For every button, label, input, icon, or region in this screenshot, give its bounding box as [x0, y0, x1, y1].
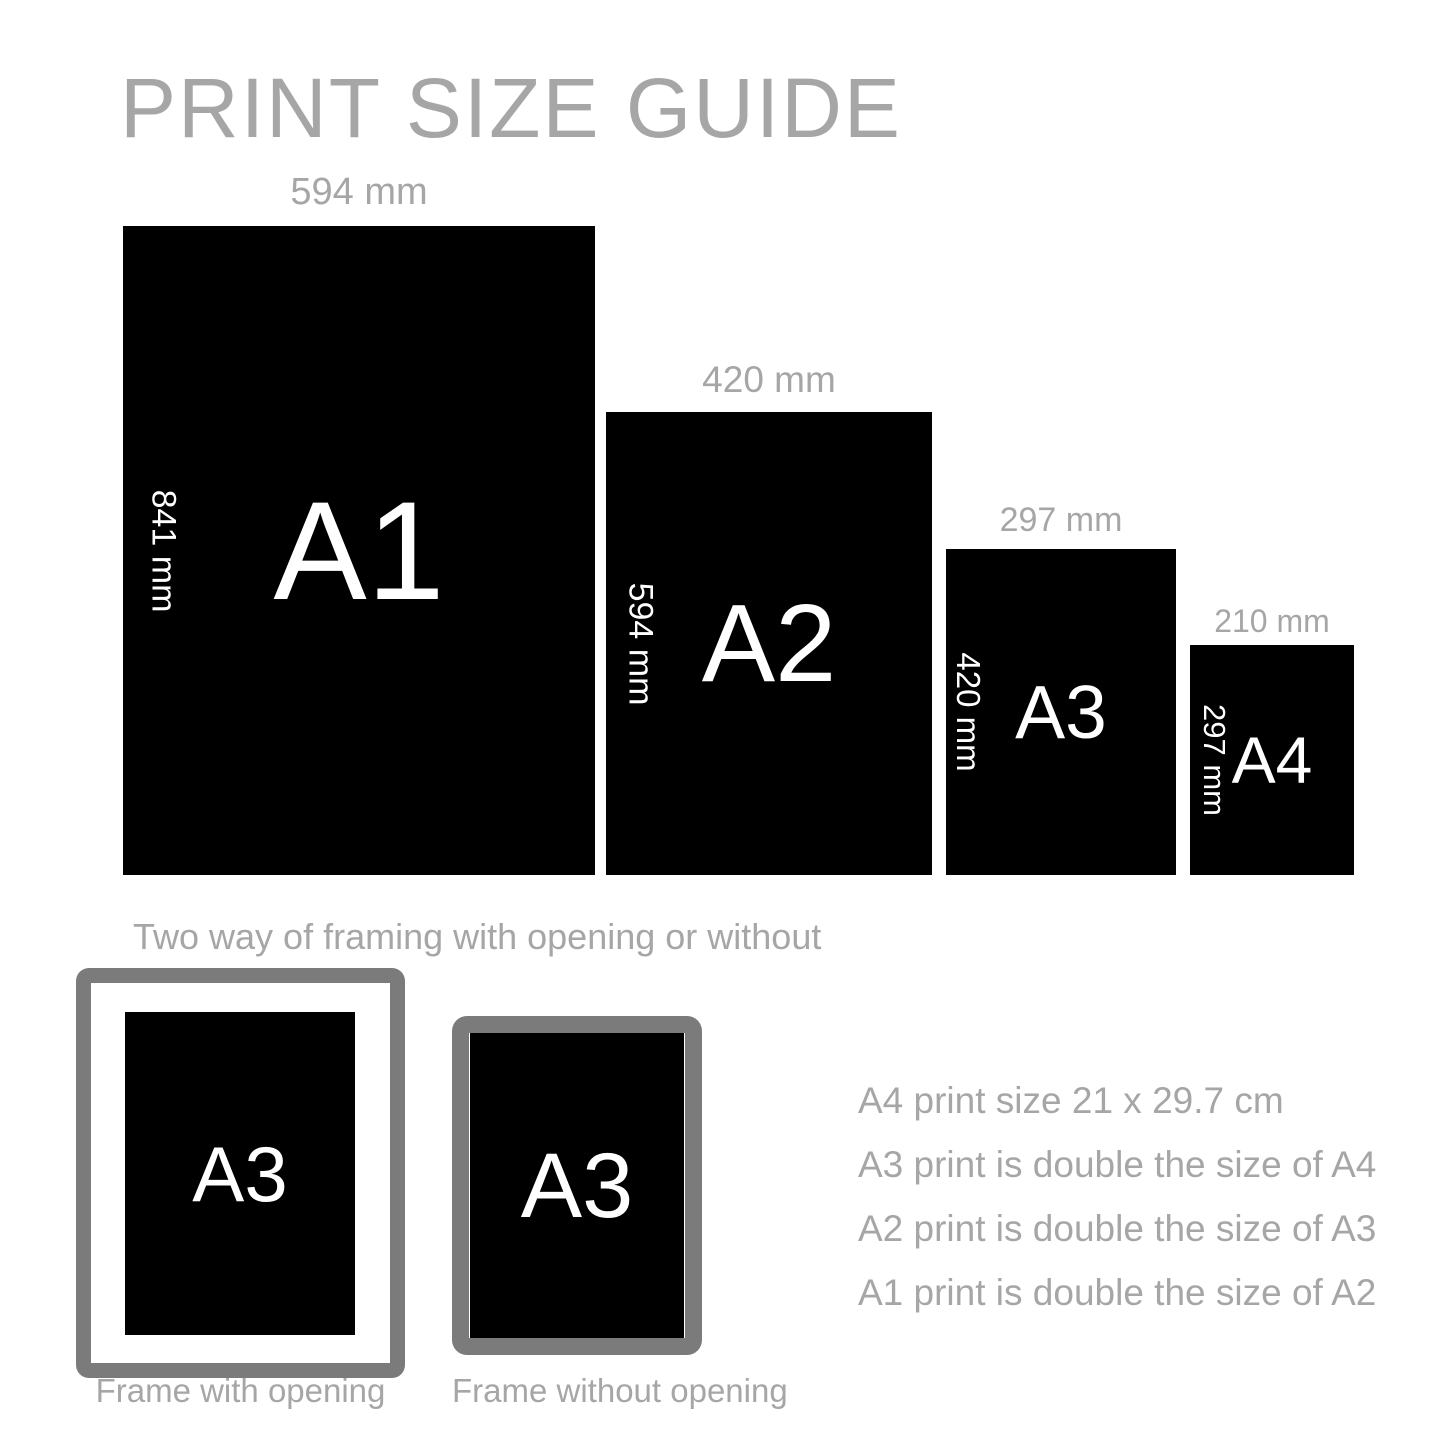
a4-height-label: 297 mm: [1197, 704, 1232, 816]
a3-width-label: 297 mm: [999, 501, 1123, 539]
a1-print-rect: [123, 226, 595, 875]
a3-print-rect: [946, 549, 1176, 875]
a1-size-letter: A1: [273, 471, 445, 629]
frame-with-opening: [76, 968, 405, 1378]
a2-print-rect: [606, 412, 932, 875]
frame-with-opening-caption: Frame with opening: [95, 1372, 386, 1409]
a3-size-letter: A3: [1015, 669, 1107, 754]
note-line: A2 print is double the size of A3: [858, 1208, 1377, 1249]
frame-with-opening-print: [125, 1012, 355, 1335]
a2-height-label: 594 mm: [621, 582, 660, 705]
frame-without-opening-size-letter: A3: [520, 1134, 634, 1237]
frame-without-opening-caption: Frame without opening: [452, 1372, 788, 1409]
frame-with-opening-size-letter: A3: [192, 1129, 288, 1218]
a4-width-label: 210 mm: [1214, 603, 1330, 639]
a4-size-letter: A4: [1231, 723, 1313, 797]
a3-height-label: 420 mm: [950, 652, 987, 772]
a1-width-label: 594 mm: [290, 171, 428, 213]
a2-width-label: 420 mm: [702, 359, 836, 400]
framing-section-caption: Two way of framing with opening or without: [133, 916, 822, 957]
size-notes: [858, 1069, 1376, 1325]
a1-height-label: 841 mm: [144, 489, 183, 612]
page-title: PRINT SIZE GUIDE: [120, 61, 902, 155]
note-line: A1 print is double the size of A2: [858, 1272, 1377, 1313]
a2-size-letter: A2: [701, 581, 837, 705]
frame-without-opening: [452, 1016, 702, 1355]
note-line: A3 print is double the size of A4: [858, 1144, 1377, 1185]
frame-without-opening-print: [470, 1033, 684, 1338]
a4-print-rect: [1190, 645, 1354, 875]
note-line: A4 print size 21 x 29.7 cm: [858, 1080, 1284, 1121]
